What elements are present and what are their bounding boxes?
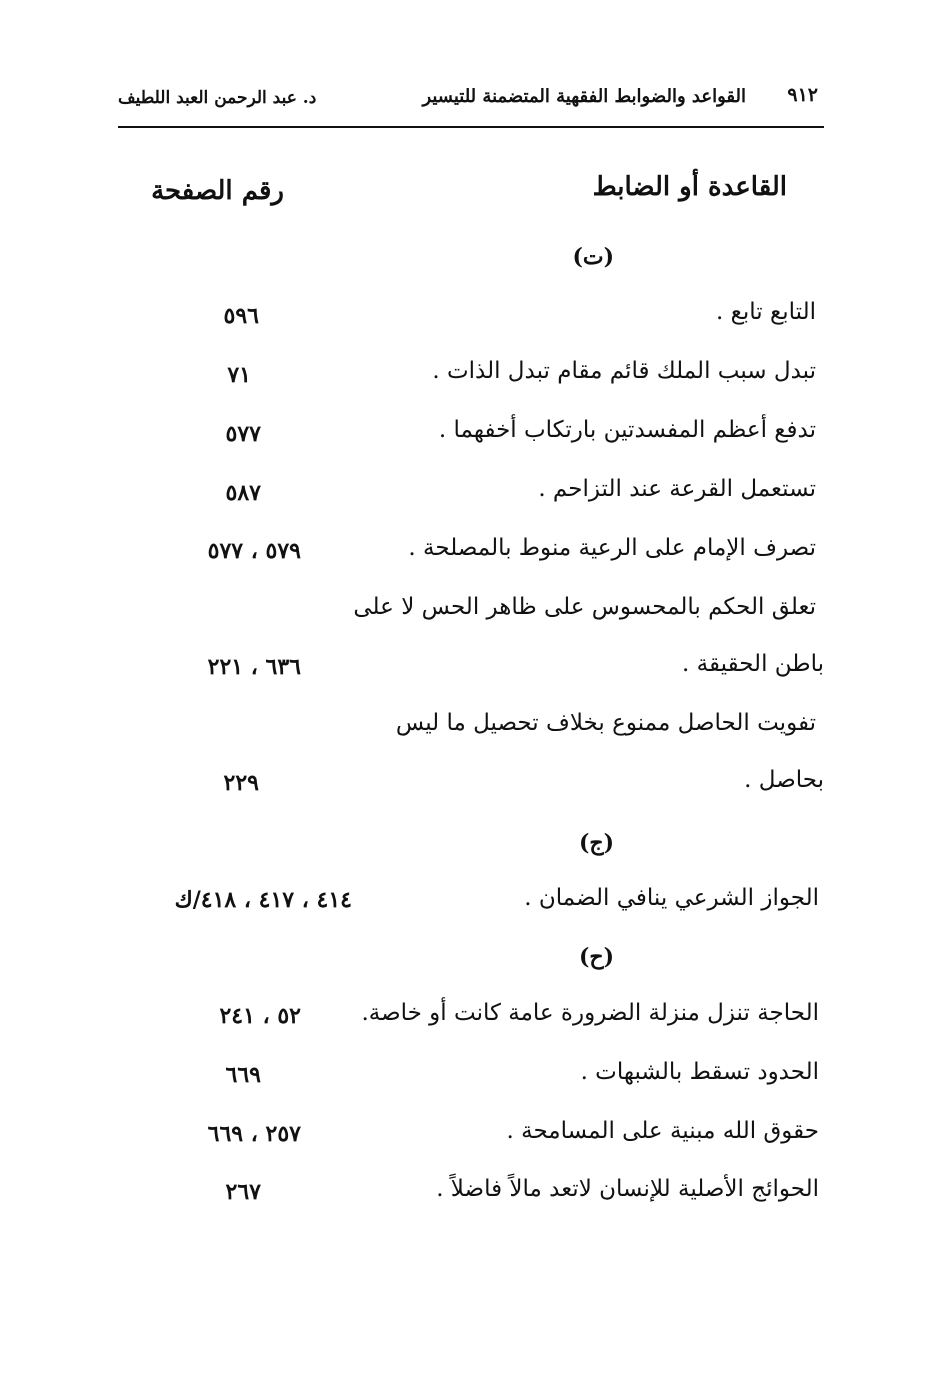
page-ref: ٦٣٦ ، ٢٢١ (207, 654, 301, 680)
rule-text: الجواز الشرعي ينافي الضمان . (524, 885, 819, 911)
rule-text: تعلق الحكم بالمحسوس على ظاهر الحس لا على (353, 594, 816, 620)
rule-text: حقوق الله مبنية على المسامحة . (506, 1118, 819, 1144)
rule-text-continued: بحاصل . (744, 767, 824, 793)
page-ref: ٢٦٧ (225, 1179, 261, 1205)
rule-text: تستعمل القرعة عند التزاحم . (538, 476, 816, 502)
page-number: ٩١٢ (787, 84, 818, 106)
author-name: د. عبد الرحمن العبد اللطيف (118, 88, 317, 108)
column-heading-page: رقم الصفحة (151, 176, 284, 206)
column-heading-rule: القاعدة أو الضابط (592, 172, 787, 202)
rule-text: الحوائج الأصلية للإنسان لاتعد مالاً فاضلاً . (436, 1176, 819, 1202)
book-title: القواعد والضوابط الفقهية المتضمنة للتيسير (422, 86, 746, 107)
rule-text: الحدود تسقط بالشبهات . (580, 1059, 819, 1085)
header-divider (118, 126, 824, 128)
rule-text: الحاجة تنزل منزلة الضرورة عامة كانت أو خاصة. (361, 1000, 819, 1026)
section-letter: (ج) (578, 830, 614, 856)
page-ref: ٧١ (227, 362, 251, 388)
rule-text: تفويت الحاصل ممنوع بخلاف تحصيل ما ليس (395, 710, 816, 736)
page-ref: ٥٧٧ (225, 421, 261, 447)
rule-text: تصرف الإمام على الرعية منوط بالمصلحة . (408, 535, 816, 561)
rule-text: تدفع أعظم المفسدتين بارتكاب أخفهما . (438, 417, 816, 443)
page-ref: ٢٢٩ (223, 770, 259, 796)
page-ref: ٥٩٦ (223, 303, 259, 329)
page-ref: ٦٦٩ (225, 1062, 261, 1088)
page-ref: ٥٨٧ (225, 480, 261, 506)
section-letter: (ح) (578, 944, 614, 970)
page-ref: ٤١٤ ، ٤١٧ ، ٤١٨/ك (174, 887, 352, 913)
running-header (118, 78, 824, 118)
rule-text: تبدل سبب الملك قائم مقام تبدل الذات . (432, 358, 816, 384)
section-letter: (ت) (572, 244, 614, 270)
page-ref: ٥٢ ، ٢٤١ (219, 1003, 301, 1029)
page-ref: ٥٧٩ ، ٥٧٧ (207, 538, 301, 564)
rule-text: التابع تابع . (716, 299, 816, 325)
rule-text-continued: باطن الحقيقة . (682, 651, 824, 677)
page-ref: ٢٥٧ ، ٦٦٩ (207, 1121, 301, 1147)
